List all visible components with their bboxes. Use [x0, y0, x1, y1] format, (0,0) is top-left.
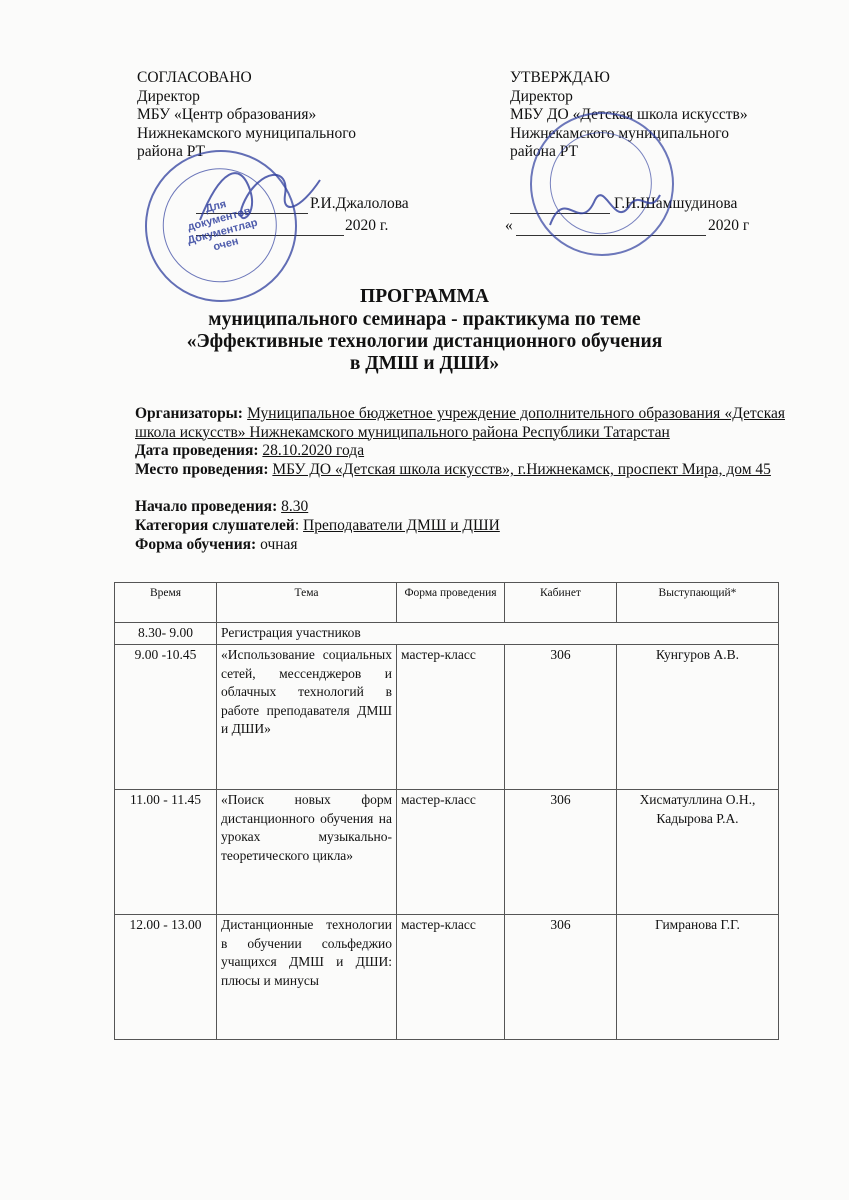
info-place — [135, 461, 785, 480]
program-topic: «Эффективные технологии дистанционного обучения — [186, 331, 663, 352]
approval-left-org: МБУ «Центр образования» — [137, 106, 317, 123]
form-label: Форма обучения: — [135, 536, 257, 553]
table-header-row — [115, 583, 779, 623]
approval-right-signer: Г.Н.Шамшудинова — [614, 195, 738, 212]
approval-right-org: района РТ — [510, 143, 579, 160]
table-row — [115, 915, 779, 1040]
header-room: Кабинет — [505, 583, 617, 623]
program-topic: в ДМШ и ДШИ» — [349, 353, 500, 374]
approval-left-org: Нижнекамского муниципального — [137, 124, 356, 142]
place-value: МБУ ДО «Детская школа искусств», г.Нижнекамск, проспект Мира, дом 45 — [272, 461, 771, 478]
table-row — [115, 790, 779, 915]
cell-form: мастер-класс — [397, 790, 505, 915]
start-value: 8.30 — [281, 498, 309, 515]
table-row — [115, 623, 779, 645]
header-time: Время — [115, 583, 217, 623]
header-speaker: Выступающий* — [617, 583, 779, 623]
approval-right-org: МБУ ДО «Детская школа искусств» — [510, 106, 748, 123]
cell-room: 306 — [505, 915, 617, 1040]
cell-time: 8.30- 9.00 — [115, 623, 217, 645]
audience-label: Категория слушателей — [135, 517, 295, 534]
approval-left-signer: Р.И.Джалолова — [310, 195, 409, 212]
organizers-label: Организаторы: — [135, 405, 243, 422]
program-title: ПРОГРАММА — [360, 286, 489, 307]
approval-right-position: Директор — [510, 87, 573, 105]
schedule-table — [114, 582, 779, 1040]
approval-right-date: 2020 г — [708, 217, 750, 234]
header-form: Форма проведения — [397, 583, 505, 623]
table-row — [115, 645, 779, 790]
date-value: 28.10.2020 года — [262, 442, 365, 459]
cell-form: мастер-класс — [397, 645, 505, 790]
cell-topic: Дистанционные технологии в обучении сольфеджио учащихся ДМШ и ДШИ: плюсы и минусы — [217, 915, 397, 1040]
audience-sep: : — [294, 517, 300, 534]
approval-right-date-open: « — [505, 217, 513, 234]
cell-room: 306 — [505, 645, 617, 790]
approval-left-position: Директор — [137, 87, 200, 105]
approval-left — [137, 69, 356, 162]
cell-topic: «Использование социальных сетей, мессенджеров и облачных технологий в работе преподавателя ДМШ и ДШИ» — [217, 645, 397, 790]
approval-right-org: Нижнекамского муниципального — [510, 124, 729, 142]
cell-speaker: Хисматуллина О.Н., Кадырова Р.А. — [617, 790, 779, 915]
audience-value: Преподаватели ДМШ и ДШИ — [303, 517, 500, 534]
approval-right-heading: УТВЕРЖДАЮ — [510, 69, 610, 86]
info-start — [135, 498, 785, 517]
info-organizers — [135, 405, 785, 442]
approval-left-org: района РТ — [137, 143, 206, 160]
cell-speaker: Кунгуров А.В. — [617, 645, 779, 790]
info-form — [135, 536, 785, 555]
approval-left-date: 2020 г. — [345, 217, 389, 234]
info-date — [135, 442, 785, 461]
cell-topic: Регистрация участников — [217, 623, 779, 645]
program-subtitle: муниципального семинара - практикума по теме — [208, 309, 641, 330]
info-audience — [135, 517, 785, 536]
start-label: Начало проведения: — [135, 498, 278, 515]
form-value: очная — [260, 536, 298, 553]
cell-time: 12.00 - 13.00 — [115, 915, 217, 1040]
header-topic: Тема — [217, 583, 397, 623]
approval-left-date-line — [196, 218, 344, 236]
date-label: Дата проведения: — [135, 442, 259, 459]
approval-left-heading: СОГЛАСОВАНО — [137, 69, 252, 86]
cell-room: 306 — [505, 790, 617, 915]
cell-topic: «Поиск новых форм дистанционного обучения на уроках музыкально-теоретического цикла» — [217, 790, 397, 915]
cell-form: мастер-класс — [397, 915, 505, 1040]
approval-right — [510, 69, 748, 162]
cell-time: 9.00 -10.45 — [115, 645, 217, 790]
place-label: Место проведения: — [135, 461, 269, 478]
organizers-value: Муниципальное бюджетное учреждение дополнительного образования «Детская школа искусств» Нижнекамского муниципального района Республики Татарстан — [135, 405, 785, 441]
approval-right-date-line — [516, 218, 706, 236]
approval-left-signature — [196, 196, 308, 214]
approval-right-signature — [510, 196, 610, 214]
left-stamp-text: Для документов Документлар очен — [186, 198, 259, 254]
cell-speaker: Гимранова Г.Г. — [617, 915, 779, 1040]
cell-time: 11.00 - 11.45 — [115, 790, 217, 915]
